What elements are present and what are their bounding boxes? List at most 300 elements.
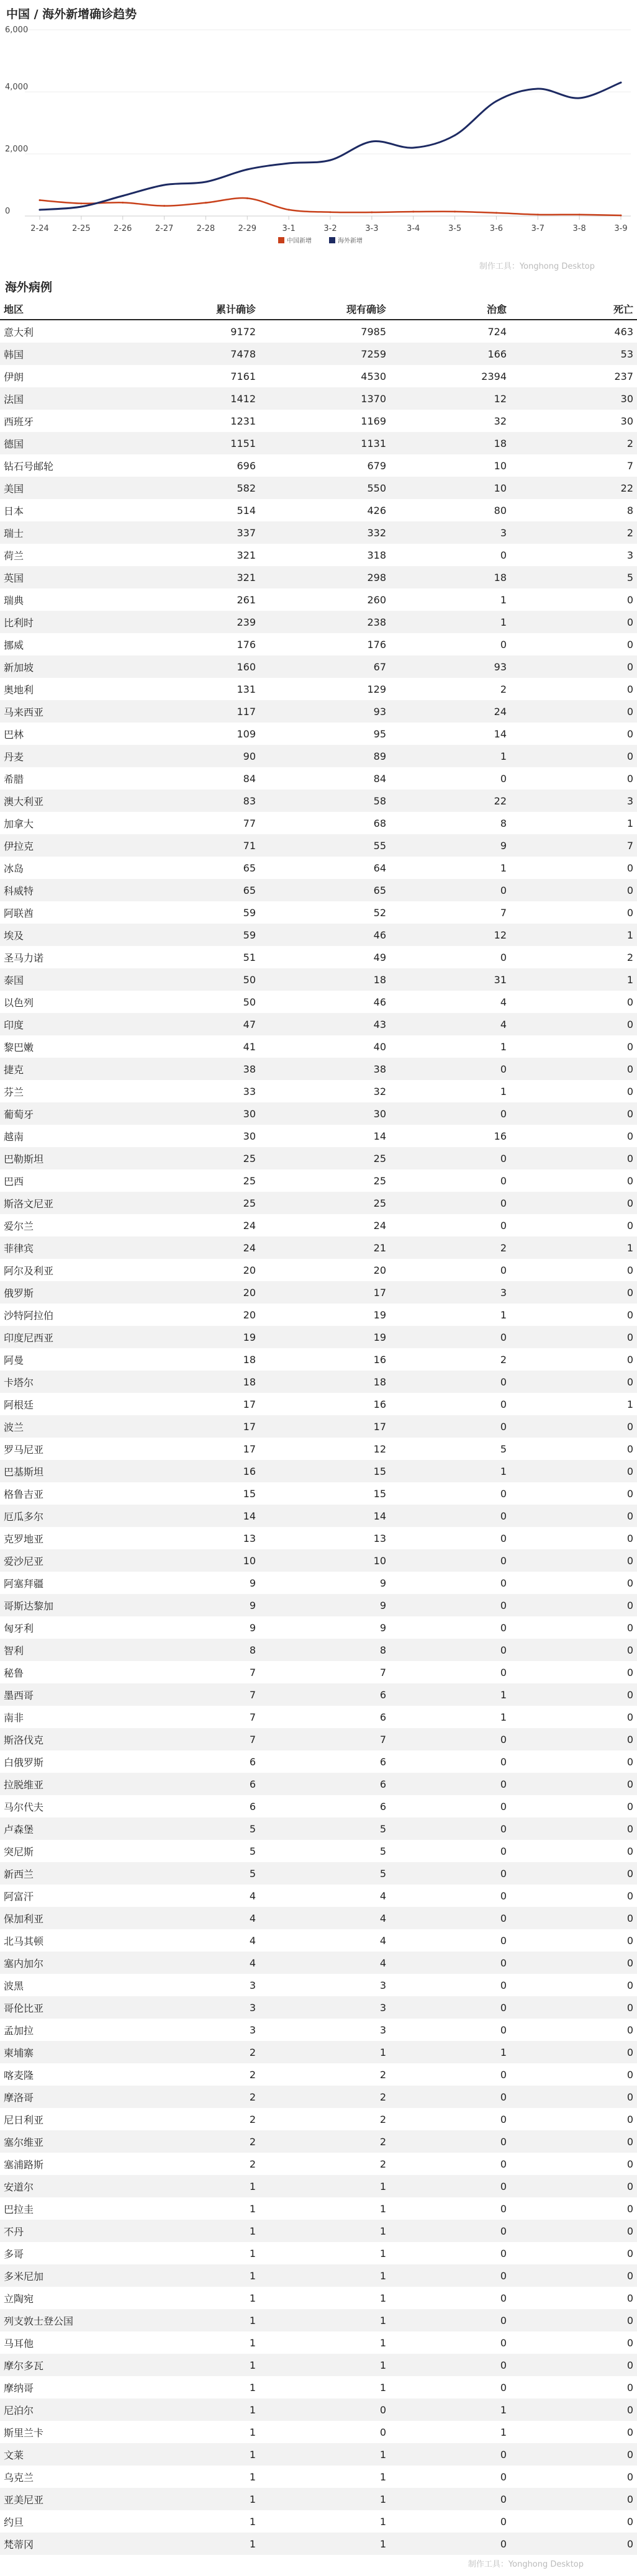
cell-current: 95: [373, 727, 386, 740]
cell-recovered: 0: [386, 1862, 507, 1885]
legend-swatch: [329, 237, 335, 243]
cell-recovered: 0: [500, 772, 507, 785]
cell-deaths: 0: [507, 1013, 637, 1035]
cell-deaths: 0: [626, 1889, 633, 1902]
cell-deaths: 1: [626, 817, 633, 829]
cell-deaths: 0: [507, 700, 637, 723]
cell-current: 58: [256, 790, 386, 812]
table-row: [0, 410, 637, 432]
cell-recovered: 0: [500, 2158, 507, 2170]
cell-recovered: 0: [500, 1934, 507, 1947]
table-title: 海外病例: [5, 281, 53, 294]
cell-confirmed: 15: [243, 1487, 256, 1500]
table-row: [0, 790, 637, 812]
x-axis: [25, 216, 631, 233]
cell-recovered: 0: [500, 1979, 507, 1991]
table-row: [0, 655, 637, 678]
table-row: [0, 1907, 637, 1929]
cell-confirmed: 20: [243, 1264, 256, 1276]
cell-region: 德国: [0, 432, 118, 454]
data-point-china: [39, 199, 41, 201]
cell-deaths: 0: [507, 2309, 637, 2331]
x-tick-label: 2-29: [238, 224, 257, 233]
table-row: [0, 1125, 637, 1147]
cell-region: 秘鲁: [4, 1667, 24, 1679]
cell-recovered: 0: [386, 2309, 507, 2331]
cell-current: 19: [373, 1308, 386, 1321]
cell-current: 5: [379, 1845, 386, 1857]
cell-region: 厄瓜多尔: [0, 1505, 118, 1527]
cell-region: 伊朗: [4, 371, 24, 383]
cell-recovered: 0: [386, 1505, 507, 1527]
cell-deaths: 0: [626, 2158, 633, 2170]
cell-recovered: 0: [386, 1102, 507, 1125]
cell-deaths: 0: [626, 1353, 633, 1366]
data-point-china: [620, 215, 622, 217]
x-tick-label: 2-26: [113, 224, 132, 233]
cell-recovered: 0: [500, 2202, 507, 2215]
cell-deaths: 0: [626, 2247, 633, 2259]
cell-confirmed: 19: [118, 1326, 256, 1348]
cell-deaths: 0: [507, 1728, 637, 1750]
cell-confirmed: 1: [118, 2354, 256, 2376]
cell-deaths: 0: [507, 2041, 637, 2063]
cell-deaths: 0: [626, 638, 633, 651]
cell-current: 1: [256, 2533, 386, 2555]
cell-region: 英国: [0, 566, 118, 588]
cell-current: 5: [256, 1862, 386, 1885]
cell-deaths: 0: [507, 2488, 637, 2510]
cell-current: 318: [367, 549, 386, 561]
cell-current: 426: [367, 504, 386, 516]
cell-deaths: 0: [626, 2292, 633, 2304]
cell-deaths: 0: [507, 2086, 637, 2108]
cell-deaths: 1: [507, 924, 637, 946]
cell-recovered: 0: [500, 1755, 507, 1768]
table-header-row: [0, 298, 637, 320]
table-row: [0, 1728, 637, 1750]
cell-deaths: 0: [507, 1192, 637, 1214]
x-tick-label: 3-9: [614, 224, 628, 233]
cell-recovered: 0: [500, 2247, 507, 2259]
cell-deaths: 0: [507, 1773, 637, 1795]
cell-region: 马来西亚: [0, 700, 118, 723]
cell-confirmed: 1: [249, 2381, 256, 2394]
table-row: [0, 1460, 637, 1482]
cell-recovered: 4: [386, 1013, 507, 1035]
cell-deaths: 0: [507, 1549, 637, 1572]
cell-confirmed: 18: [118, 1371, 256, 1393]
cell-confirmed: 337: [118, 521, 256, 544]
cell-current: 6: [379, 1755, 386, 1768]
table-row: [0, 1438, 637, 1460]
cell-current: 1: [379, 2470, 386, 2483]
x-tick-label: 2-24: [30, 224, 49, 233]
y-tick-label: 6,000: [5, 25, 29, 35]
cell-recovered: 12: [386, 387, 507, 410]
cell-confirmed: 24: [118, 1236, 256, 1259]
cell-current: 20: [373, 1264, 386, 1276]
table-row: [0, 2287, 637, 2309]
table-row: [0, 320, 637, 343]
cell-confirmed: 2: [118, 2130, 256, 2153]
cell-deaths: 0: [507, 1415, 637, 1438]
cell-confirmed: 514: [237, 504, 256, 516]
cell-recovered: 1: [500, 1711, 507, 1723]
cell-recovered: 0: [386, 2533, 507, 2555]
cell-region: 阿根廷: [4, 1398, 34, 1411]
cell-current: 2: [379, 2068, 386, 2081]
cell-confirmed: 24: [243, 1219, 256, 1232]
cell-recovered: 0: [500, 2024, 507, 2036]
cell-deaths: 2: [626, 951, 633, 963]
cell-recovered: 0: [386, 1415, 507, 1438]
cell-current: 4: [256, 1907, 386, 1929]
cell-current: 84: [373, 772, 386, 785]
table-row: [0, 1773, 637, 1795]
table-row: [0, 2510, 637, 2533]
cell-confirmed: 1: [118, 2220, 256, 2242]
cell-current: 1: [379, 2381, 386, 2394]
cell-deaths: 0: [626, 906, 633, 919]
cell-confirmed: 2: [249, 2113, 256, 2125]
table-row: [0, 2153, 637, 2175]
cell-current: 68: [373, 817, 386, 829]
cell-recovered: 0: [500, 1487, 507, 1500]
cell-region: 克罗地亚: [4, 1533, 44, 1545]
cell-confirmed: 1: [249, 2470, 256, 2483]
cell-deaths: 0: [507, 2533, 637, 2555]
table-row: [0, 1661, 637, 1683]
cell-deaths: 30: [507, 387, 637, 410]
cell-confirmed: 6: [249, 1755, 256, 1768]
cell-confirmed: 7: [249, 1711, 256, 1723]
cell-current: 7: [256, 1728, 386, 1750]
table-row: [0, 1102, 637, 1125]
cell-region: 安道尔: [0, 2175, 118, 2197]
cell-confirmed: 5: [118, 1862, 256, 1885]
cell-confirmed: 1: [249, 2426, 256, 2438]
cell-region: 瑞士: [0, 521, 118, 544]
table-row: [0, 2309, 637, 2331]
cell-recovered: 10: [386, 477, 507, 499]
cell-region: 哥伦比亚: [0, 1996, 118, 2019]
cell-confirmed: 2: [118, 2086, 256, 2108]
cell-deaths: 0: [507, 745, 637, 767]
table-row: [0, 611, 637, 633]
cell-confirmed: 7478: [118, 343, 256, 365]
cell-recovered: 0: [500, 2470, 507, 2483]
cell-deaths: 0: [507, 1147, 637, 1169]
data-point-overseas: [205, 181, 207, 183]
cell-current: 6: [379, 1800, 386, 1813]
cell-confirmed: 321: [118, 566, 256, 588]
cell-current: 10: [256, 1549, 386, 1572]
series-layer: [39, 82, 622, 217]
cell-deaths: 0: [507, 1862, 637, 1885]
cell-recovered: 0: [500, 638, 507, 651]
cell-deaths: 1: [626, 1398, 633, 1410]
cell-recovered: 1: [500, 2426, 507, 2438]
x-tick-label: 3-6: [489, 224, 504, 233]
cell-region: 马耳他: [4, 2337, 34, 2349]
cell-recovered: 8: [500, 817, 507, 829]
table-row: [0, 1415, 637, 1438]
cell-recovered: 16: [494, 1130, 507, 1142]
cell-confirmed: 1: [118, 2533, 256, 2555]
cell-confirmed: 321: [237, 549, 256, 561]
cell-region: 斯洛文尼亚: [0, 1192, 118, 1214]
table-row: [0, 1058, 637, 1080]
cell-current: 0: [256, 2398, 386, 2421]
cell-confirmed: 109: [237, 727, 256, 740]
cell-current: 7259: [256, 343, 386, 365]
cell-recovered: 0: [500, 2515, 507, 2528]
cell-confirmed: 30: [118, 1102, 256, 1125]
table-row: [0, 1840, 637, 1862]
cell-region: 圣马力诺: [4, 952, 44, 964]
cell-region: 梵蒂冈: [0, 2533, 118, 2555]
table-row: [0, 1505, 637, 1527]
cell-deaths: 8: [626, 504, 633, 516]
cell-recovered: 0: [500, 2381, 507, 2394]
cell-deaths: 0: [507, 1594, 637, 1616]
table-row: [0, 1147, 637, 1169]
chart-title: 中国 / 海外新增确诊趋势: [6, 7, 137, 21]
cell-region: 以色列: [4, 996, 34, 1009]
cell-deaths: 0: [626, 1443, 633, 1455]
chart-legend: [278, 236, 363, 245]
x-tick-label: 3-5: [448, 224, 462, 233]
cell-confirmed: 4: [118, 1907, 256, 1929]
cell-recovered: 0: [386, 1192, 507, 1214]
cell-confirmed: 10: [118, 1549, 256, 1572]
cell-current: 15: [256, 1460, 386, 1482]
cell-region: 塞尔维亚: [0, 2130, 118, 2153]
cell-region: 巴西: [4, 1175, 24, 1187]
cell-current: 1: [256, 2264, 386, 2287]
cell-region: 俄罗斯: [0, 1281, 118, 1304]
table-row: [0, 499, 637, 521]
cell-deaths: 0: [626, 1264, 633, 1276]
table-row: [0, 544, 637, 566]
table-row: [0, 812, 637, 834]
cell-recovered: 31: [386, 968, 507, 991]
cell-deaths: 2: [507, 432, 637, 454]
data-point-overseas: [246, 169, 248, 171]
cell-region: 越南: [4, 1130, 24, 1143]
cell-current: 25: [256, 1192, 386, 1214]
cell-deaths: 0: [626, 683, 633, 695]
cell-confirmed: 51: [243, 951, 256, 963]
series-line-overseas: [40, 83, 621, 210]
data-point-overseas: [371, 141, 373, 143]
cell-region: 巴林: [4, 728, 24, 741]
table-row: [0, 1281, 637, 1304]
cell-current: 3: [379, 2024, 386, 2036]
cell-deaths: 0: [626, 727, 633, 740]
cell-region: 爱尔兰: [4, 1220, 34, 1232]
cell-deaths: 0: [507, 2443, 637, 2466]
table-row: [0, 1929, 637, 1952]
cell-recovered: 0: [500, 1621, 507, 1634]
cell-deaths: 0: [626, 1621, 633, 1634]
cell-current: 0: [379, 2426, 386, 2438]
cell-recovered: 0: [386, 879, 507, 901]
cell-current: 1169: [361, 415, 386, 427]
cell-recovered: 1: [500, 593, 507, 606]
data-point-china: [246, 197, 248, 199]
cell-region: 尼日利亚: [4, 2114, 44, 2126]
cell-recovered: 9: [386, 834, 507, 857]
cell-current: 260: [367, 593, 386, 606]
data-point-overseas: [122, 195, 124, 197]
cell-recovered: 1: [500, 1085, 507, 1097]
cell-recovered: 0: [386, 1817, 507, 1840]
table-row: [0, 1862, 637, 1885]
cell-deaths: 0: [507, 2398, 637, 2421]
cell-region: 菲律宾: [0, 1236, 118, 1259]
cell-region: 意大利: [4, 326, 34, 338]
cell-confirmed: 30: [243, 1130, 256, 1142]
table-row: [0, 588, 637, 611]
table-row: [0, 477, 637, 499]
cell-recovered: 0: [386, 2264, 507, 2287]
cell-region: 阿尔及利亚: [4, 1264, 54, 1277]
cell-deaths: 0: [507, 2175, 637, 2197]
data-point-overseas: [330, 160, 332, 161]
cell-deaths: 0: [507, 1683, 637, 1706]
cell-deaths: 53: [507, 343, 637, 365]
cell-deaths: 0: [626, 1487, 633, 1500]
cell-recovered: 166: [386, 343, 507, 365]
table-row: [0, 879, 637, 901]
table-row: [0, 834, 637, 857]
cell-confirmed: 14: [118, 1505, 256, 1527]
table-row: [0, 2063, 637, 2086]
table-row: [0, 1326, 637, 1348]
cell-current: 67: [256, 655, 386, 678]
cell-recovered: 0: [386, 1326, 507, 1348]
cell-deaths: 0: [626, 2202, 633, 2215]
cell-confirmed: 3: [249, 1979, 256, 1991]
cell-confirmed: 1151: [118, 432, 256, 454]
cell-current: 1: [256, 2175, 386, 2197]
cell-recovered: 2: [386, 1236, 507, 1259]
cell-deaths: 0: [507, 1639, 637, 1661]
cell-deaths: 30: [620, 415, 633, 427]
cell-confirmed: 17: [243, 1443, 256, 1455]
x-tick-label: 2-28: [196, 224, 215, 233]
table-row: [0, 2220, 637, 2242]
cell-recovered: 93: [386, 655, 507, 678]
cell-confirmed: 18: [243, 1353, 256, 1366]
cell-confirmed: 3: [249, 2024, 256, 2036]
cell-recovered: 0: [386, 1058, 507, 1080]
table-row: [0, 1169, 637, 1192]
cell-deaths: 0: [626, 593, 633, 606]
cell-confirmed: 20: [118, 1281, 256, 1304]
cell-recovered: 0: [386, 2488, 507, 2510]
table-row: [0, 723, 637, 745]
cell-confirmed: 59: [118, 924, 256, 946]
cell-confirmed: 9: [249, 1621, 256, 1634]
cell-region: 摩纳哥: [4, 2382, 34, 2394]
cell-recovered: 0: [386, 1996, 507, 2019]
cell-deaths: 0: [507, 611, 637, 633]
cell-confirmed: 38: [118, 1058, 256, 1080]
header-recovered: 治愈: [386, 298, 507, 320]
cell-region: 阿塞拜疆: [4, 1577, 44, 1590]
cell-recovered: 0: [386, 1147, 507, 1169]
table-row: [0, 1214, 637, 1236]
cell-region: 新加坡: [0, 655, 118, 678]
cell-current: 25: [373, 1174, 386, 1187]
cell-recovered: 7: [500, 906, 507, 919]
cell-confirmed: 59: [243, 906, 256, 919]
cell-current: 2: [379, 2158, 386, 2170]
cell-region: 南非: [4, 1711, 24, 1724]
cell-confirmed: 8: [118, 1639, 256, 1661]
cell-region: 突尼斯: [4, 1845, 34, 1858]
cell-current: 9: [256, 1594, 386, 1616]
cell-current: 1: [256, 2354, 386, 2376]
table-row: [0, 946, 637, 968]
data-point-china: [495, 212, 497, 214]
cell-confirmed: 1: [118, 2175, 256, 2197]
cell-confirmed: 1: [118, 2398, 256, 2421]
cell-recovered: 0: [500, 1889, 507, 1902]
cell-current: 21: [256, 1236, 386, 1259]
cell-current: 1: [256, 2041, 386, 2063]
cell-confirmed: 71: [118, 834, 256, 857]
cell-deaths: 0: [626, 862, 633, 874]
cell-deaths: 0: [507, 1281, 637, 1304]
table-row: [0, 1974, 637, 1996]
cell-current: 30: [256, 1102, 386, 1125]
cell-region: 塞浦路斯: [4, 2158, 44, 2171]
cell-confirmed: 4: [118, 1952, 256, 1974]
cell-recovered: 0: [500, 2068, 507, 2081]
cell-region: 法国: [0, 387, 118, 410]
table-row: [0, 365, 637, 387]
cell-recovered: 80: [494, 504, 507, 516]
cell-current: 17: [256, 1415, 386, 1438]
cell-recovered: 0: [386, 2220, 507, 2242]
x-tick-label: 3-7: [531, 224, 544, 233]
cell-region: 埃及: [0, 924, 118, 946]
cell-region: 柬埔寨: [0, 2041, 118, 2063]
y-tick-label: 2,000: [5, 145, 29, 154]
data-point-china: [122, 202, 124, 204]
cell-confirmed: 1: [249, 2247, 256, 2259]
cell-deaths: 1: [507, 1236, 637, 1259]
cell-confirmed: 7: [249, 1666, 256, 1678]
cell-current: 13: [373, 1532, 386, 1544]
overseas-cases-table: [0, 298, 637, 2555]
cell-deaths: 0: [507, 2354, 637, 2376]
cell-confirmed: 65: [118, 879, 256, 901]
cell-current: 129: [367, 683, 386, 695]
data-point-china: [371, 212, 373, 214]
table-row: [0, 2175, 637, 2197]
cell-deaths: 0: [507, 1326, 637, 1348]
cell-confirmed: 1: [118, 2488, 256, 2510]
cell-recovered: 0: [386, 1728, 507, 1750]
cell-region: 马尔代夫: [4, 1801, 44, 1813]
cell-current: 550: [256, 477, 386, 499]
cell-confirmed: 7: [118, 1728, 256, 1750]
